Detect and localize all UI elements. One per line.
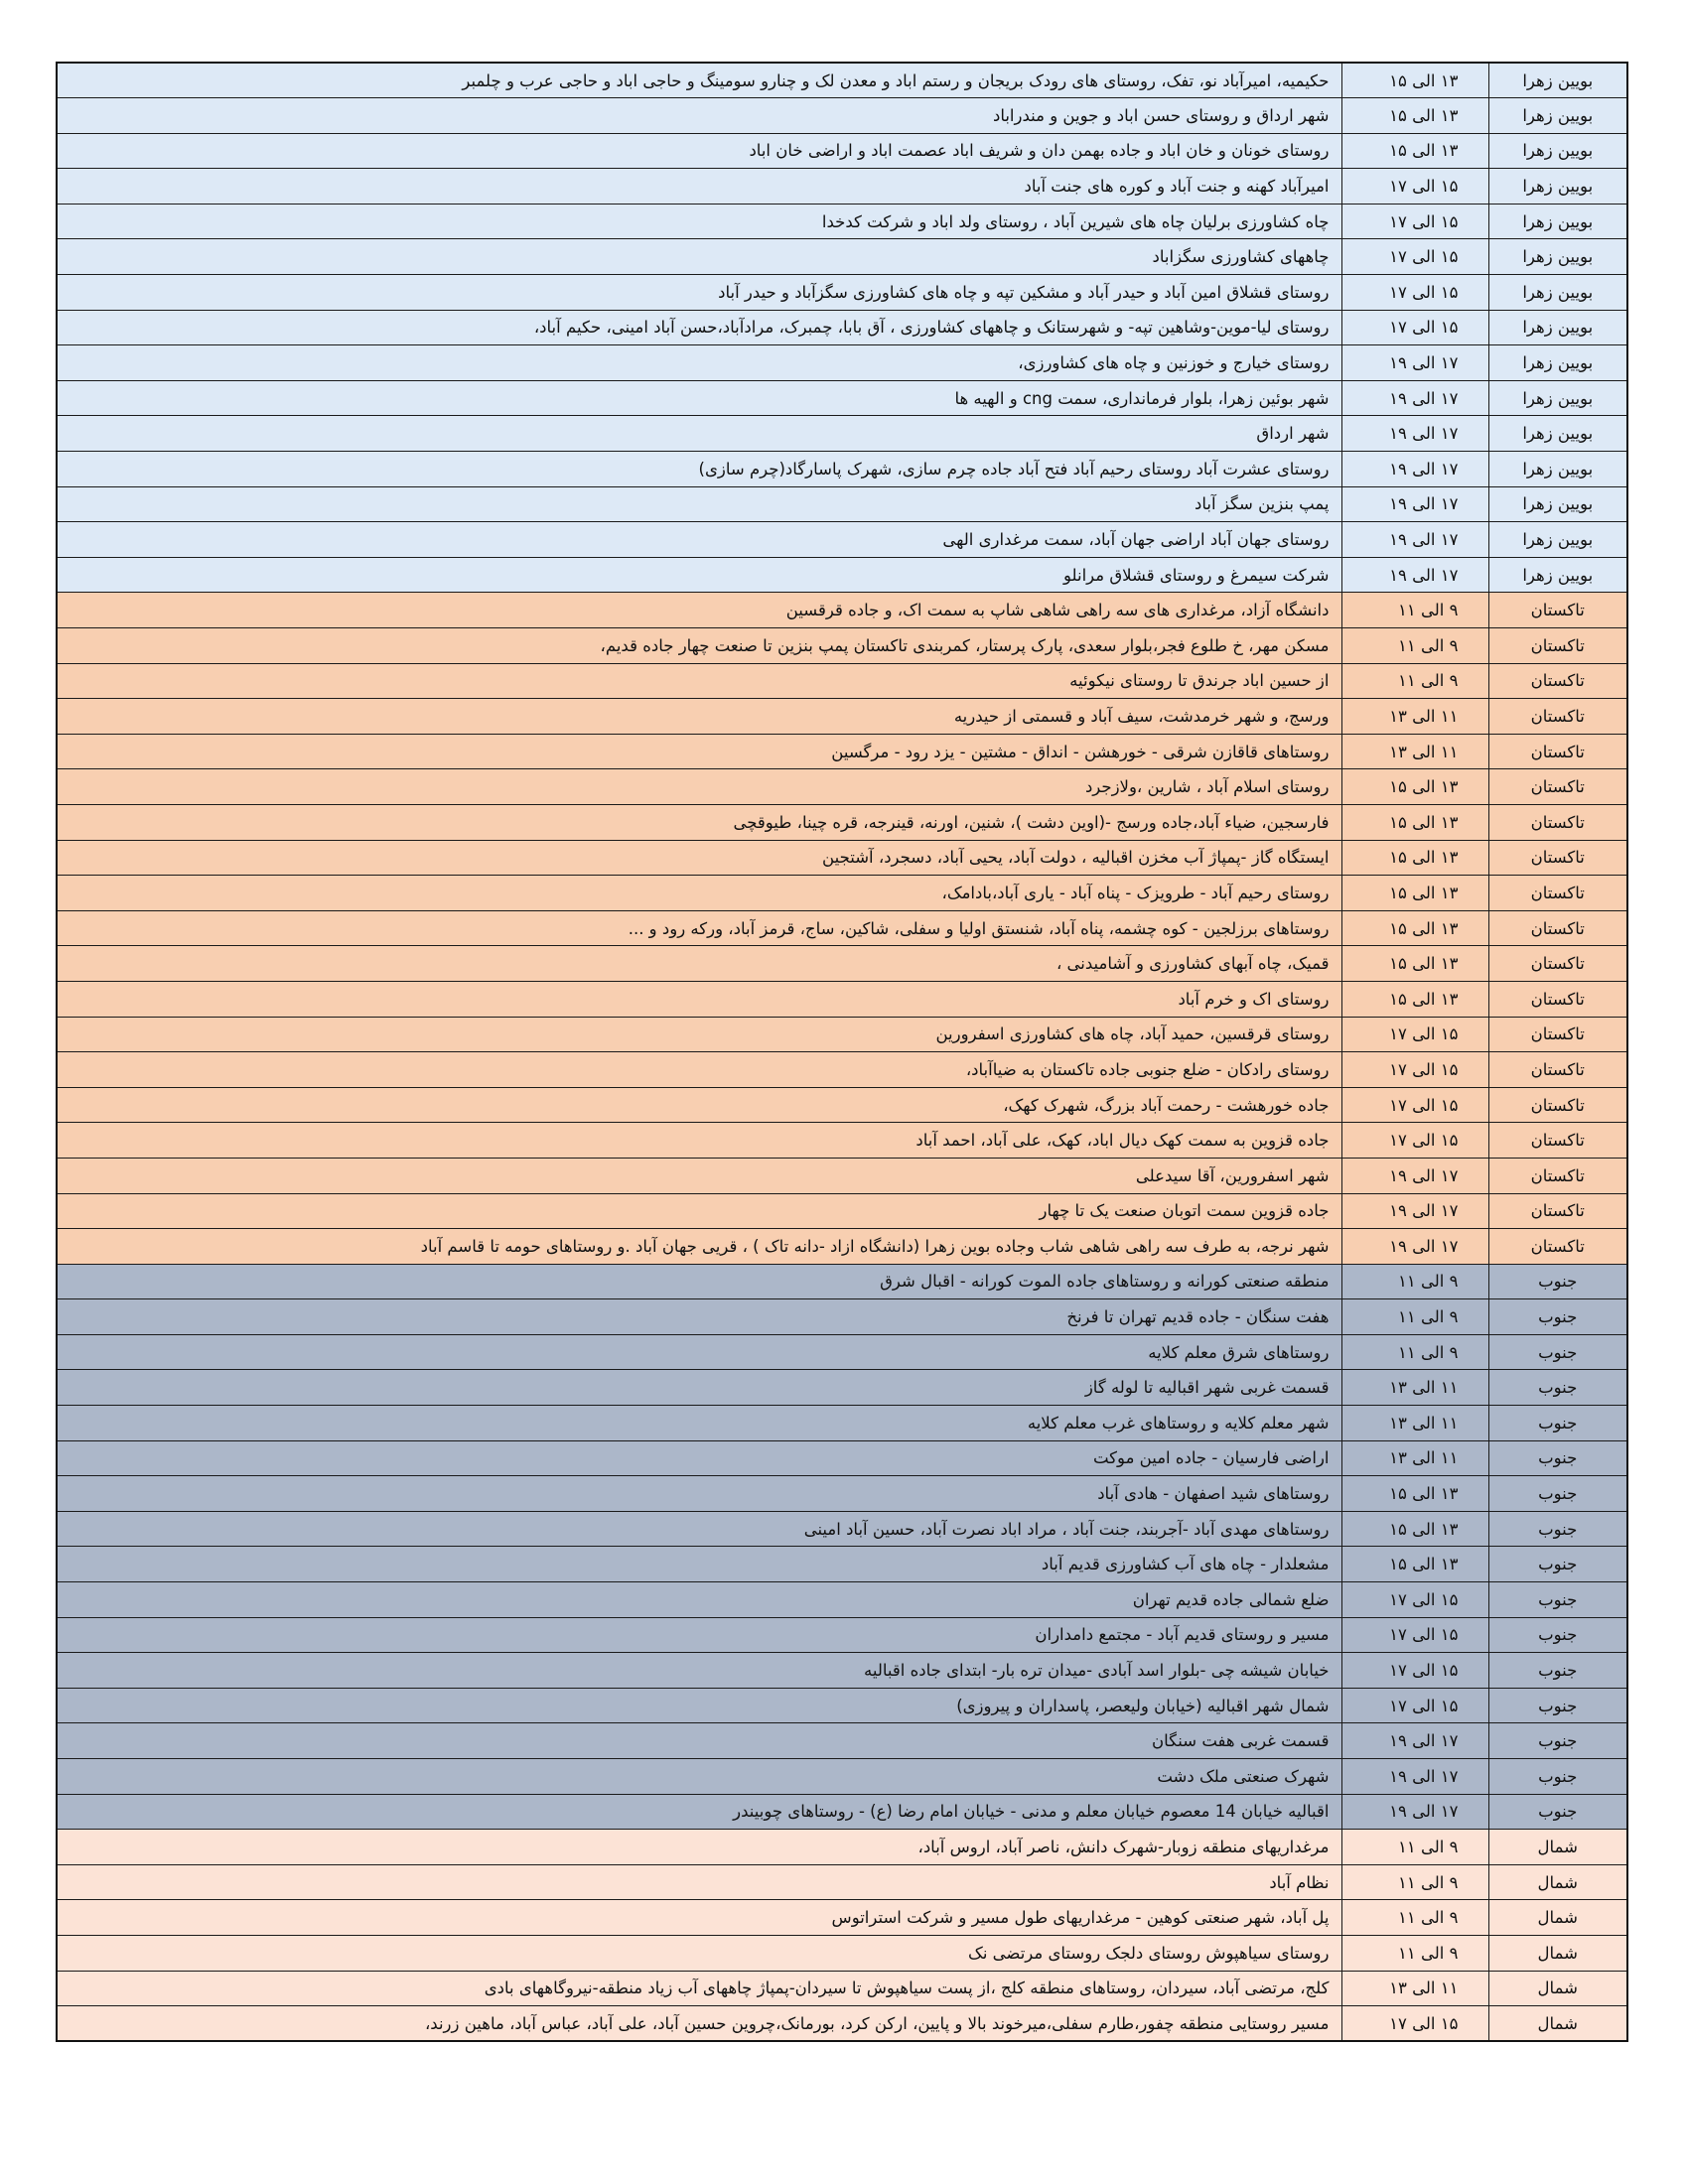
table-row: [57, 946, 1627, 982]
region-cell: تاکستان: [1488, 734, 1627, 769]
region-cell: بویین زهرا: [1488, 275, 1627, 311]
table-row: [57, 98, 1627, 134]
time-range-cell: ۱۷ الی ۱۹: [1341, 416, 1488, 452]
time-range-cell: ۱۷ الی ۱۹: [1341, 486, 1488, 522]
time-range-cell: ۱۳ الی ۱۵: [1341, 133, 1488, 169]
area-description-cell: قمیک، چاه آبهای کشاورزی و آشامیدنی ،: [57, 946, 1341, 982]
region-cell: بویین زهرا: [1488, 204, 1627, 239]
time-range-cell: ۱۵ الی ۱۷: [1341, 1617, 1488, 1653]
area-description-cell: جاده قزوین به سمت کهک دیال اباد، کهک، علی آباد، احمد آباد: [57, 1123, 1341, 1159]
time-range-cell: ۱۵ الی ۱۷: [1341, 1688, 1488, 1723]
area-description-cell: روستای خونان و خان اباد و جاده بهمن دان و شریف اباد عصمت اباد و اراضی خان اباد: [57, 133, 1341, 169]
table-row: [57, 1299, 1627, 1335]
area-description-cell: چاههای کشاورزی سگزاباد: [57, 239, 1341, 275]
area-description-cell: روستای جهان آباد اراضی جهان آباد، سمت مرغداری الهی: [57, 522, 1341, 558]
area-description-cell: شهر معلم کلایه و روستاهای غرب معلم کلایه: [57, 1406, 1341, 1441]
time-range-cell: ۱۷ الی ۱۹: [1341, 1193, 1488, 1229]
region-cell: جنوب: [1488, 1476, 1627, 1512]
time-range-cell: ۱۱ الی ۱۳: [1341, 699, 1488, 735]
table-row: [57, 1123, 1627, 1159]
time-range-cell: ۱۵ الی ۱۷: [1341, 2006, 1488, 2042]
table-row: [57, 1971, 1627, 2006]
time-range-cell: ۱۳ الی ۱۵: [1341, 876, 1488, 911]
area-description-cell: جاده خورهشت - رحمت آباد بزرگ، شهرک کهک،: [57, 1087, 1341, 1123]
time-range-cell: ۱۳ الی ۱۵: [1341, 769, 1488, 805]
table-row: [57, 1547, 1627, 1582]
region-cell: تاکستان: [1488, 1158, 1627, 1193]
table-row: [57, 1511, 1627, 1547]
table-row: [57, 1900, 1627, 1936]
region-cell: تاکستان: [1488, 663, 1627, 699]
area-description-cell: قسمت غربی شهر اقبالیه تا لوله گاز: [57, 1370, 1341, 1406]
time-range-cell: ۱۵ الی ۱۷: [1341, 1582, 1488, 1618]
area-description-cell: روستای اسلام آباد ، شارین ،ولازجرد: [57, 769, 1341, 805]
time-range-cell: ۹ الی ۱۱: [1341, 1935, 1488, 1971]
area-description-cell: روستای قرقسین، حمید آباد، چاه های کشاورزی اسفرورین: [57, 1017, 1341, 1052]
area-description-cell: روستای عشرت آباد روستای رحیم آباد فتح آباد جاده چرم سازی، شهرک پاسارگاد(چرم سازی): [57, 452, 1341, 487]
table-row: [57, 452, 1627, 487]
region-cell: شمال: [1488, 2006, 1627, 2042]
region-cell: تاکستان: [1488, 1123, 1627, 1159]
region-cell: شمال: [1488, 1971, 1627, 2006]
table-row: [57, 1794, 1627, 1830]
table-row: [57, 1193, 1627, 1229]
table-row: [57, 1476, 1627, 1512]
area-description-cell: اراضی فارسیان - جاده امین موکت: [57, 1440, 1341, 1476]
schedule-table-wrapper: [56, 62, 1628, 2042]
area-description-cell: مسیر و روستای قدیم آباد - مجتمع دامداران: [57, 1617, 1341, 1653]
region-cell: جنوب: [1488, 1582, 1627, 1618]
region-cell: جنوب: [1488, 1511, 1627, 1547]
area-description-cell: مشعلدار - چاه های آب کشاورزی قدیم آباد: [57, 1547, 1341, 1582]
region-cell: بویین زهرا: [1488, 416, 1627, 452]
table-row: [57, 1688, 1627, 1723]
region-cell: تاکستان: [1488, 1017, 1627, 1052]
table-row: [57, 663, 1627, 699]
region-cell: بویین زهرا: [1488, 239, 1627, 275]
area-description-cell: ورسج، و شهر خرمدشت، سیف آباد و قسمتی از حیدریه: [57, 699, 1341, 735]
time-range-cell: ۱۷ الی ۱۹: [1341, 452, 1488, 487]
table-row: [57, 2006, 1627, 2042]
table-row: [57, 1723, 1627, 1759]
region-cell: بویین زهرا: [1488, 486, 1627, 522]
table-row: [57, 522, 1627, 558]
table-row: [57, 204, 1627, 239]
region-cell: جنوب: [1488, 1617, 1627, 1653]
region-cell: شمال: [1488, 1830, 1627, 1865]
area-description-cell: کلج، مرتضی آباد، سیردان، روستاهای منطقه کلج ،از پست سیاهپوش تا سیردان-پمپاژ چاههای آب زیاد منطقه-نیروگاههای بادی: [57, 1971, 1341, 2006]
region-cell: بویین زهرا: [1488, 98, 1627, 134]
area-description-cell: اقبالیه خیابان 14 معصوم خیابان معلم و مدنی - خیابان امام رضا (ع) - روستاهای چوبیندر: [57, 1794, 1341, 1830]
table-row: [57, 1617, 1627, 1653]
area-description-cell: شهر اسفرورین، آقا سیدعلی: [57, 1158, 1341, 1193]
region-cell: شمال: [1488, 1900, 1627, 1936]
time-range-cell: ۱۷ الی ۱۹: [1341, 557, 1488, 593]
table-row: [57, 1334, 1627, 1370]
time-range-cell: ۱۵ الی ۱۷: [1341, 204, 1488, 239]
time-range-cell: ۹ الی ۱۱: [1341, 663, 1488, 699]
table-row: [57, 1864, 1627, 1900]
table-row: [57, 1017, 1627, 1052]
area-description-cell: روستای اک و خرم آباد: [57, 981, 1341, 1017]
time-range-cell: ۹ الی ۱۱: [1341, 1299, 1488, 1335]
time-range-cell: ۱۵ الی ۱۷: [1341, 1087, 1488, 1123]
table-row: [57, 804, 1627, 840]
table-row: [57, 1406, 1627, 1441]
region-cell: شمال: [1488, 1864, 1627, 1900]
table-row: [57, 1052, 1627, 1088]
area-description-cell: پمپ بنزین سگز آباد: [57, 486, 1341, 522]
time-range-cell: ۹ الی ۱۱: [1341, 1334, 1488, 1370]
table-row: [57, 275, 1627, 311]
region-cell: تاکستان: [1488, 876, 1627, 911]
area-description-cell: شهر ارداق: [57, 416, 1341, 452]
region-cell: تاکستان: [1488, 769, 1627, 805]
time-range-cell: ۱۵ الی ۱۷: [1341, 1653, 1488, 1689]
table-row: [57, 557, 1627, 593]
table-row: [57, 133, 1627, 169]
table-row: [57, 416, 1627, 452]
region-cell: جنوب: [1488, 1370, 1627, 1406]
region-cell: بویین زهرا: [1488, 557, 1627, 593]
region-cell: جنوب: [1488, 1759, 1627, 1795]
area-description-cell: جاده قزوین سمت اتوبان صنعت یک تا چهار: [57, 1193, 1341, 1229]
time-range-cell: ۹ الی ۱۱: [1341, 1900, 1488, 1936]
table-row: [57, 345, 1627, 381]
time-range-cell: ۱۱ الی ۱۳: [1341, 1406, 1488, 1441]
time-range-cell: ۱۷ الی ۱۹: [1341, 1759, 1488, 1795]
region-cell: تاکستان: [1488, 946, 1627, 982]
time-range-cell: ۱۷ الی ۱۹: [1341, 380, 1488, 416]
time-range-cell: ۱۱ الی ۱۳: [1341, 1440, 1488, 1476]
time-range-cell: ۹ الی ۱۱: [1341, 593, 1488, 628]
area-description-cell: از حسین اباد جرندق تا روستای نیکوئیه: [57, 663, 1341, 699]
time-range-cell: ۱۱ الی ۱۳: [1341, 1971, 1488, 2006]
time-range-cell: ۹ الی ۱۱: [1341, 1264, 1488, 1299]
region-cell: جنوب: [1488, 1794, 1627, 1830]
table-row: [57, 169, 1627, 205]
time-range-cell: ۱۳ الی ۱۵: [1341, 1511, 1488, 1547]
time-range-cell: ۱۵ الی ۱۷: [1341, 1123, 1488, 1159]
time-range-cell: ۱۵ الی ۱۷: [1341, 1017, 1488, 1052]
table-row: [57, 310, 1627, 345]
table-row: [57, 734, 1627, 769]
region-cell: تاکستان: [1488, 1087, 1627, 1123]
area-description-cell: ایستگاه گاز -پمپاژ آب مخزن اقبالیه ، دولت آباد، یحیی آباد، دسجرد، آشتجین: [57, 840, 1341, 876]
area-description-cell: دانشگاه آزاد، مرغداری های سه راهی شاهی شاپ به سمت اک، و جاده قرقسین: [57, 593, 1341, 628]
area-description-cell: خیابان شیشه چی -بلوار اسد آبادی -میدان تره بار- ابتدای جاده اقبالیه: [57, 1653, 1341, 1689]
table-row: [57, 1264, 1627, 1299]
region-cell: بویین زهرا: [1488, 380, 1627, 416]
time-range-cell: ۱۱ الی ۱۳: [1341, 734, 1488, 769]
table-body: [57, 63, 1627, 2041]
area-description-cell: نظام آباد: [57, 1864, 1341, 1900]
region-cell: بویین زهرا: [1488, 345, 1627, 381]
table-row: [57, 1370, 1627, 1406]
time-range-cell: ۹ الی ۱۱: [1341, 1830, 1488, 1865]
region-cell: جنوب: [1488, 1264, 1627, 1299]
time-range-cell: ۱۳ الی ۱۵: [1341, 1547, 1488, 1582]
time-range-cell: ۱۳ الی ۱۵: [1341, 946, 1488, 982]
region-cell: جنوب: [1488, 1299, 1627, 1335]
table-row: [57, 1653, 1627, 1689]
region-cell: جنوب: [1488, 1406, 1627, 1441]
region-cell: جنوب: [1488, 1723, 1627, 1759]
region-cell: بویین زهرا: [1488, 522, 1627, 558]
time-range-cell: ۱۳ الی ۱۵: [1341, 804, 1488, 840]
region-cell: بویین زهرا: [1488, 310, 1627, 345]
region-cell: شمال: [1488, 1935, 1627, 1971]
time-range-cell: ۱۳ الی ۱۵: [1341, 98, 1488, 134]
area-description-cell: حکیمیه، امیرآباد نو، تفک، روستای های رودک بریجان و رستم اباد و معدن لک و چنارو سومینگ و حاجی اباد و حاجی عرب و چلمبر: [57, 63, 1341, 98]
table-row: [57, 1440, 1627, 1476]
table-row: [57, 1582, 1627, 1618]
region-cell: بویین زهرا: [1488, 63, 1627, 98]
area-description-cell: ضلع شمالی جاده قدیم تهران: [57, 1582, 1341, 1618]
region-cell: جنوب: [1488, 1334, 1627, 1370]
time-range-cell: ۱۳ الی ۱۵: [1341, 910, 1488, 946]
area-description-cell: روستای خیارج و خوزنین و چاه های کشاورزی،: [57, 345, 1341, 381]
time-range-cell: ۱۷ الی ۱۹: [1341, 1158, 1488, 1193]
area-description-cell: روستاهای برزلجین - کوه چشمه، پناه آباد، شنستق اولیا و سفلی، شاکین، ساج، قرمز آباد، ورکه رود و ...: [57, 910, 1341, 946]
area-description-cell: پل آباد، شهر صنعتی کوهین - مرغداریهای طول مسیر و شرکت استراتوس: [57, 1900, 1341, 1936]
area-description-cell: شهر ارداق و روستای حسن اباد و جوین و مندراباد: [57, 98, 1341, 134]
region-cell: تاکستان: [1488, 628, 1627, 664]
area-description-cell: هفت سنگان - جاده قدیم تهران تا فرنخ: [57, 1299, 1341, 1335]
area-description-cell: روستاهای شید اصفهان - هادی آباد: [57, 1476, 1341, 1512]
region-cell: جنوب: [1488, 1688, 1627, 1723]
table-row: [57, 593, 1627, 628]
region-cell: تاکستان: [1488, 593, 1627, 628]
time-range-cell: ۱۷ الی ۱۹: [1341, 1723, 1488, 1759]
region-cell: تاکستان: [1488, 699, 1627, 735]
table-row: [57, 1830, 1627, 1865]
area-description-cell: فارسجین، ضیاء آباد،جاده ورسج -(اوین دشت )، شنین، اورنه، قینرجه، قره چینا، طیوقچی: [57, 804, 1341, 840]
area-description-cell: روستای سیاهپوش روستای دلجک روستای مرتضی نک: [57, 1935, 1341, 1971]
table-row: [57, 1935, 1627, 1971]
table-row: [57, 769, 1627, 805]
region-cell: بویین زهرا: [1488, 452, 1627, 487]
area-description-cell: مرغداریهای منطقه زوبار-شهرک دانش، ناصر آباد، اروس آباد،: [57, 1830, 1341, 1865]
area-description-cell: روستای رادکان - ضلع جنوبی جاده تاکستان به ضیاآباد،: [57, 1052, 1341, 1088]
table-row: [57, 1229, 1627, 1265]
area-description-cell: منطقه صنعتی کورانه و روستاهای جاده الموت کورانه - اقبال شرق: [57, 1264, 1341, 1299]
time-range-cell: ۱۷ الی ۱۹: [1341, 1794, 1488, 1830]
time-range-cell: ۱۳ الی ۱۵: [1341, 1476, 1488, 1512]
region-cell: تاکستان: [1488, 1229, 1627, 1265]
region-cell: جنوب: [1488, 1547, 1627, 1582]
time-range-cell: ۱۵ الی ۱۷: [1341, 310, 1488, 345]
table-row: [57, 380, 1627, 416]
area-description-cell: امیرآباد کهنه و جنت آباد و کوره های جنت آباد: [57, 169, 1341, 205]
time-range-cell: ۱۵ الی ۱۷: [1341, 1052, 1488, 1088]
area-description-cell: مسکن مهر، خ طلوع فجر،بلوار سعدی، پارک پرستار، کمربندی تاکستان پمپ بنزین تا صنعت چهار جاده قدیم،: [57, 628, 1341, 664]
table-row: [57, 910, 1627, 946]
area-description-cell: شهر بوئین زهرا، بلوار فرمانداری، سمت cng و الهیه ها: [57, 380, 1341, 416]
area-description-cell: روستای رحیم آباد - طرویزک - پناه آباد - یاری آباد،بادامک،: [57, 876, 1341, 911]
area-description-cell: چاه کشاورزی برلیان چاه های شیرین آباد ، روستای ولد اباد و شرکت کدخدا: [57, 204, 1341, 239]
area-description-cell: قسمت غربی هفت سنگان: [57, 1723, 1341, 1759]
time-range-cell: ۱۷ الی ۱۹: [1341, 522, 1488, 558]
region-cell: تاکستان: [1488, 840, 1627, 876]
table-row: [57, 699, 1627, 735]
time-range-cell: ۱۳ الی ۱۵: [1341, 840, 1488, 876]
area-description-cell: روستاهای قاقازن شرقی - خورهشن - انداق - مشتین - یزد رود - مرگسین: [57, 734, 1341, 769]
region-cell: بویین زهرا: [1488, 133, 1627, 169]
time-range-cell: ۱۳ الی ۱۵: [1341, 981, 1488, 1017]
time-range-cell: ۱۵ الی ۱۷: [1341, 275, 1488, 311]
time-range-cell: ۱۵ الی ۱۷: [1341, 169, 1488, 205]
area-description-cell: روستای لیا-موین-وشاهین تپه- و شهرستانک و چاههای کشاورزی ، آق بابا، چمبرک، مرادآباد،حسن آباد امینی، حکیم آباد،: [57, 310, 1341, 345]
area-description-cell: شهر نرجه، به طرف سه راهی شاهی شاب وجاده بوین زهرا (دانشگاه ازاد -دانه تاک ) ، قریی جهان آباد .و روستاهای حومه تا قاسم آباد: [57, 1229, 1341, 1265]
area-description-cell: روستاهای مهدی آباد -آجربند، جنت آباد ، مراد اباد نصرت آباد، حسین آباد امینی: [57, 1511, 1341, 1547]
region-cell: تاکستان: [1488, 981, 1627, 1017]
area-description-cell: شمال شهر اقبالیه (خیابان ولیعصر، پاسداران و پیروزی): [57, 1688, 1341, 1723]
table-row: [57, 628, 1627, 664]
table-row: [57, 1087, 1627, 1123]
time-range-cell: ۹ الی ۱۱: [1341, 628, 1488, 664]
time-range-cell: ۱۷ الی ۱۹: [1341, 1229, 1488, 1265]
region-cell: تاکستان: [1488, 804, 1627, 840]
table-row: [57, 1158, 1627, 1193]
area-description-cell: مسیر روستایی منطقه چفور،طارم سفلی،میرخوند بالا و پایین، ارکن کرد، بورمانک،چروین حسین آباد، علی آباد، عباس آباد، ماهین زرند،: [57, 2006, 1341, 2042]
region-cell: جنوب: [1488, 1653, 1627, 1689]
area-description-cell: روستای قشلاق امین آباد و حیدر آباد و مشکین تپه و چاه های کشاورزی سگزآباد و حیدر آباد: [57, 275, 1341, 311]
time-range-cell: ۱۳ الی ۱۵: [1341, 63, 1488, 98]
area-description-cell: روستاهای شرق معلم کلایه: [57, 1334, 1341, 1370]
region-cell: تاکستان: [1488, 910, 1627, 946]
area-description-cell: شهرک صنعتی ملک دشت: [57, 1759, 1341, 1795]
table-row: [57, 840, 1627, 876]
table-row: [57, 486, 1627, 522]
region-cell: تاکستان: [1488, 1193, 1627, 1229]
table-row: [57, 63, 1627, 98]
time-range-cell: ۱۱ الی ۱۳: [1341, 1370, 1488, 1406]
table-row: [57, 239, 1627, 275]
table-row: [57, 876, 1627, 911]
outage-schedule-table: [56, 62, 1628, 2042]
table-row: [57, 1759, 1627, 1795]
time-range-cell: ۹ الی ۱۱: [1341, 1864, 1488, 1900]
region-cell: تاکستان: [1488, 1052, 1627, 1088]
table-row: [57, 981, 1627, 1017]
region-cell: جنوب: [1488, 1440, 1627, 1476]
time-range-cell: ۱۵ الی ۱۷: [1341, 239, 1488, 275]
region-cell: بویین زهرا: [1488, 169, 1627, 205]
area-description-cell: شرکت سیمرغ و روستای قشلاق مرانلو: [57, 557, 1341, 593]
time-range-cell: ۱۷ الی ۱۹: [1341, 345, 1488, 381]
